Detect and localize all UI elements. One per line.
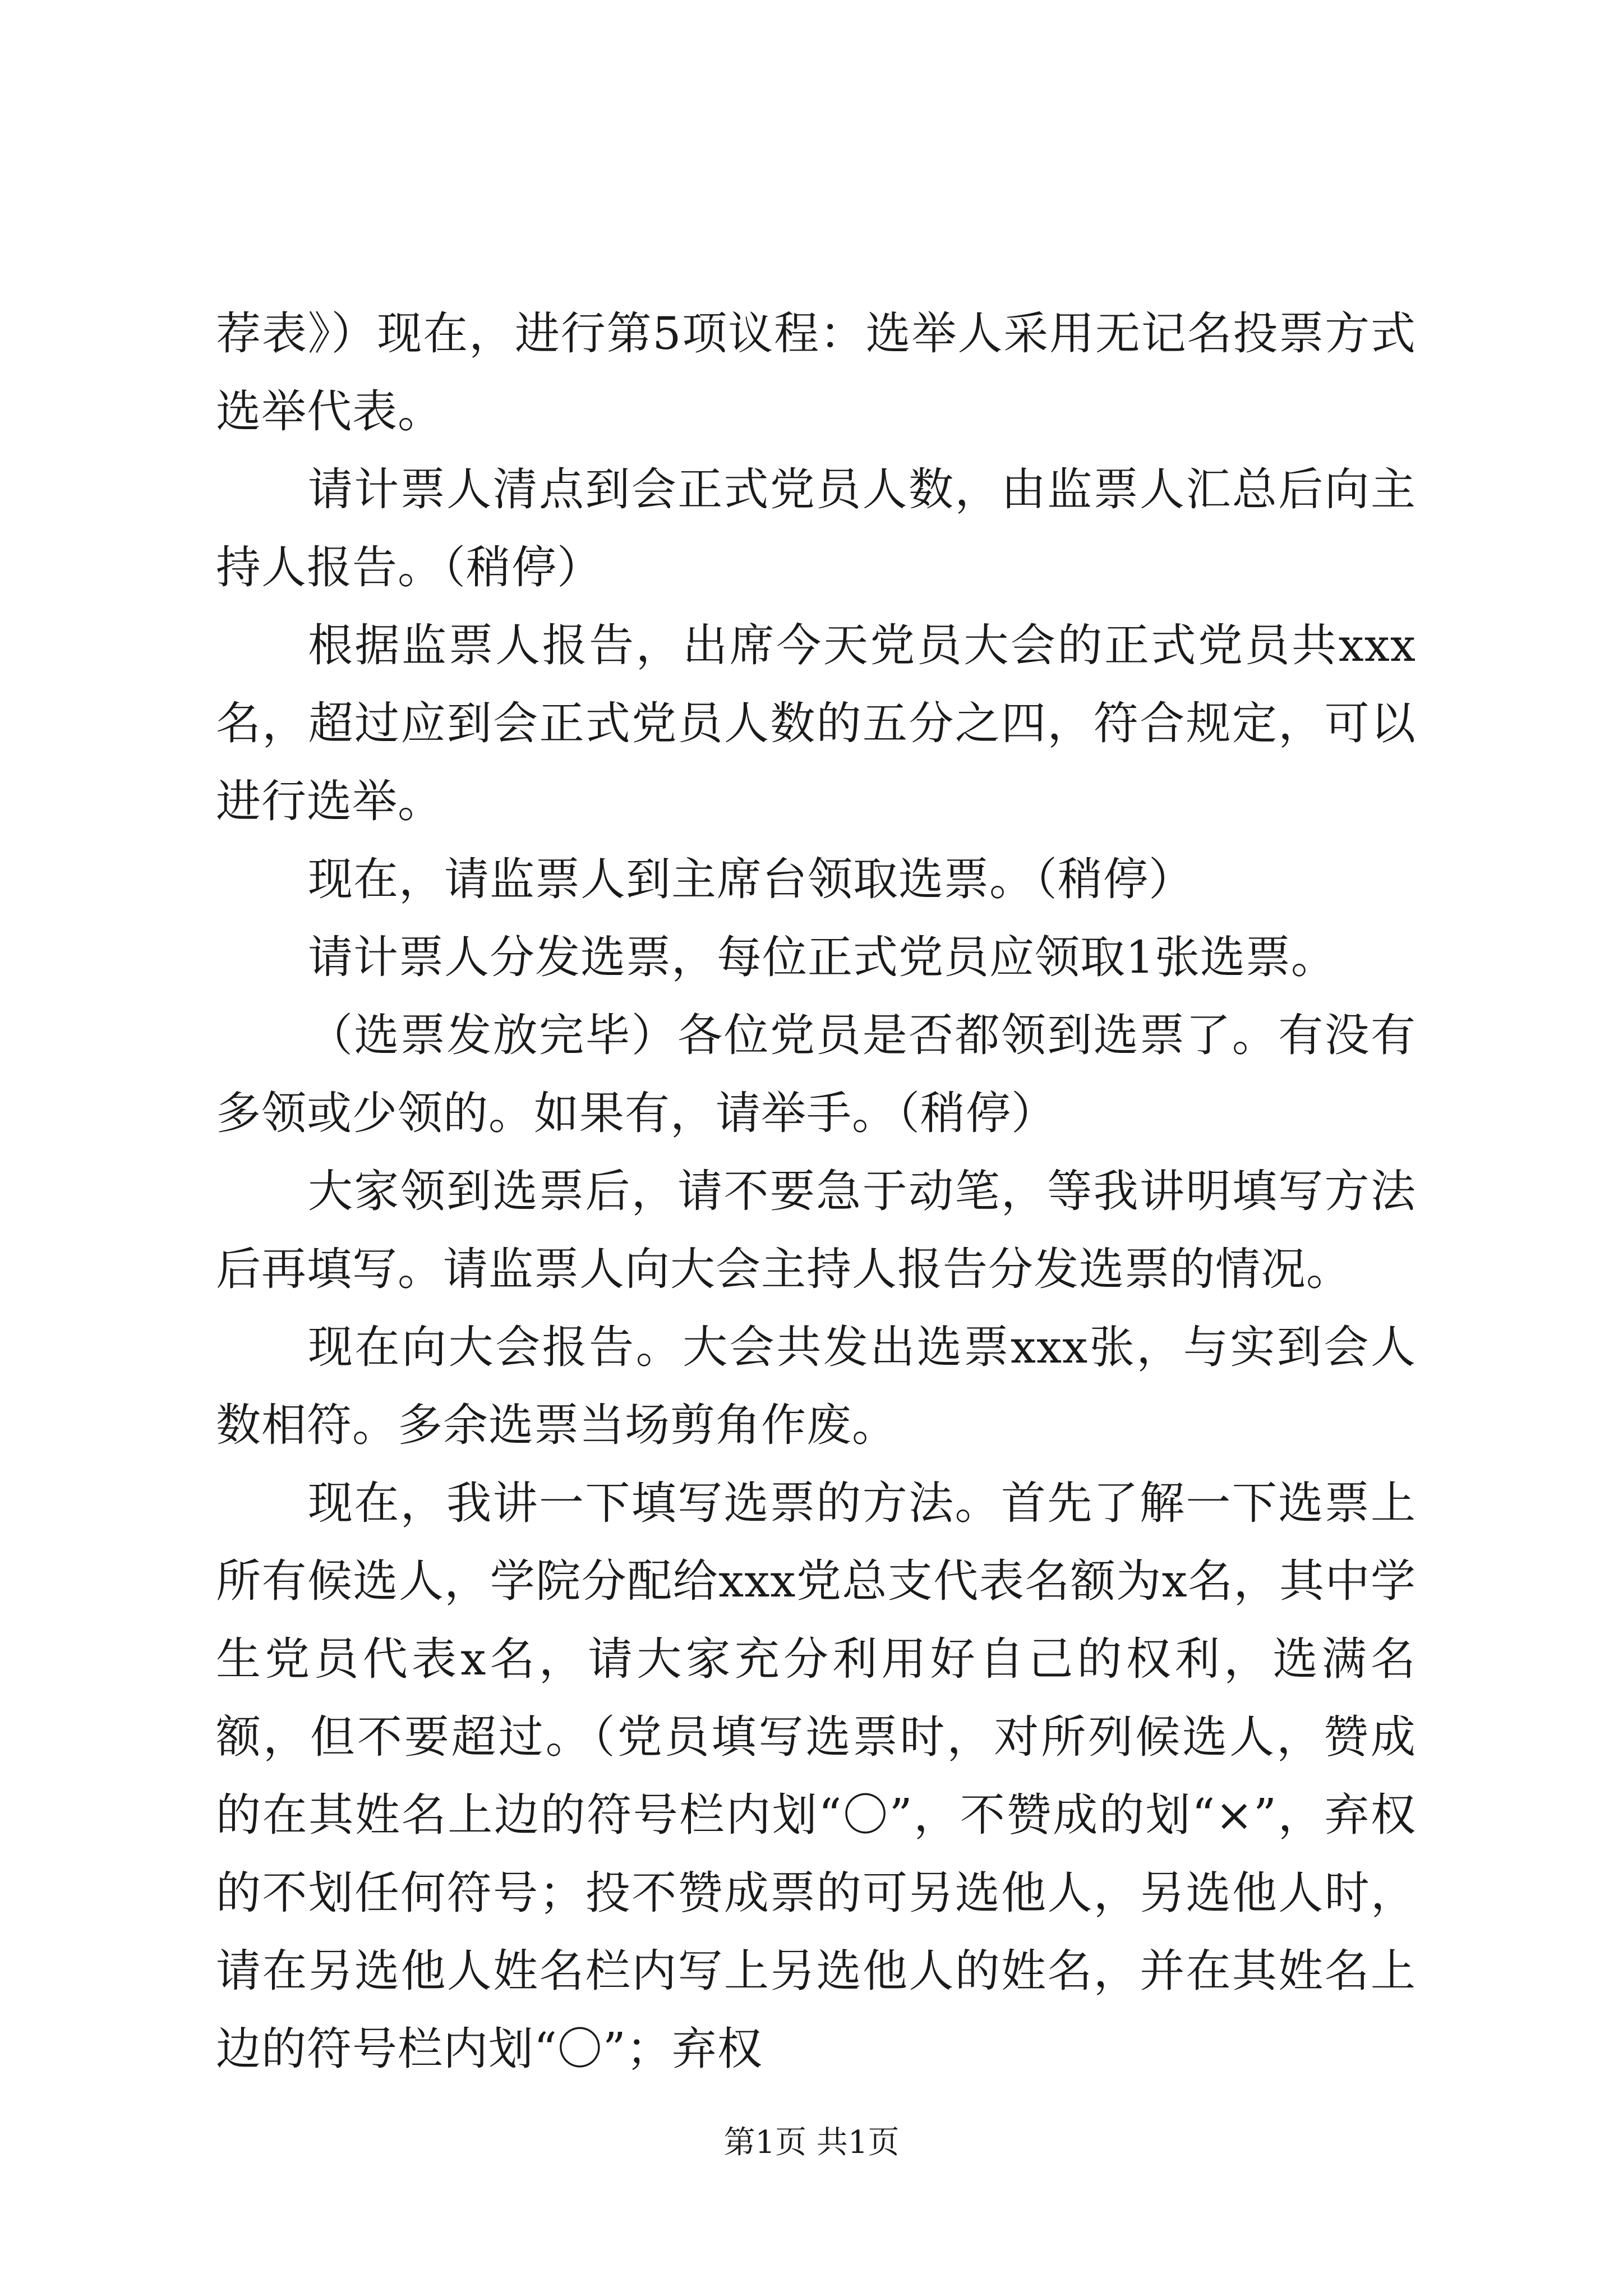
paragraph-6: （选票发放完毕）各位党员是否都领到选票了。有没有多领或少领的。如果有，请举手。（稍停） — [216, 1009, 1416, 1139]
paragraph-4: 现在，请监票人到主席台领取选票。（稍停） — [308, 853, 1194, 905]
document-body — [216, 295, 1416, 2088]
paragraph-2: 请计票人清点到会正式党员人数，由监票人汇总后向主持人报告。（稍停） — [216, 463, 1416, 593]
paragraph-7: 大家领到选票后，请不要急于动笔，等我讲明填写方法后再填写。请监票人向大会主持人报告分发选票的情况。 — [216, 1165, 1416, 1295]
paragraph-1: 荐表》）现在，进行第5项议程：选举人采用无记名投票方式选举代表。 — [216, 307, 1416, 438]
paragraph-8: 现在向大会报告。大会共发出选票xxx张，与实到会人数相符。多余选票当场剪角作废。 — [216, 1321, 1416, 1451]
paragraph-9: 现在，我讲一下填写选票的方法。首先了解一下选票上所有候选人，学院分配给xxx党总支代表名额为x名，其中学生党员代表x名，请大家充分利用好自己的权利，选满名额，但不要超过。（党员填写选票时，对所列候选人，赞成的在其姓名上边的符号栏内划“〇”，不赞成的划“×”，弃权的不划任何符号；投不赞成票的可另选他人，另选他人时，请在另选他人姓名栏内写上另选他人的姓名，并在其姓名上边的符号栏内划“〇”；弃权 — [216, 1477, 1416, 2075]
page-footer: 第1页 共1页 — [723, 2124, 900, 2161]
paragraph-5: 请计票人分发选票，每位正式党员应领取1张选票。 — [308, 931, 1336, 983]
paragraph-3: 根据监票人报告，出席今天党员大会的正式党员共xxx名，超过应到会正式党员人数的五分之四，符合规定，可以进行选举。 — [216, 619, 1416, 827]
